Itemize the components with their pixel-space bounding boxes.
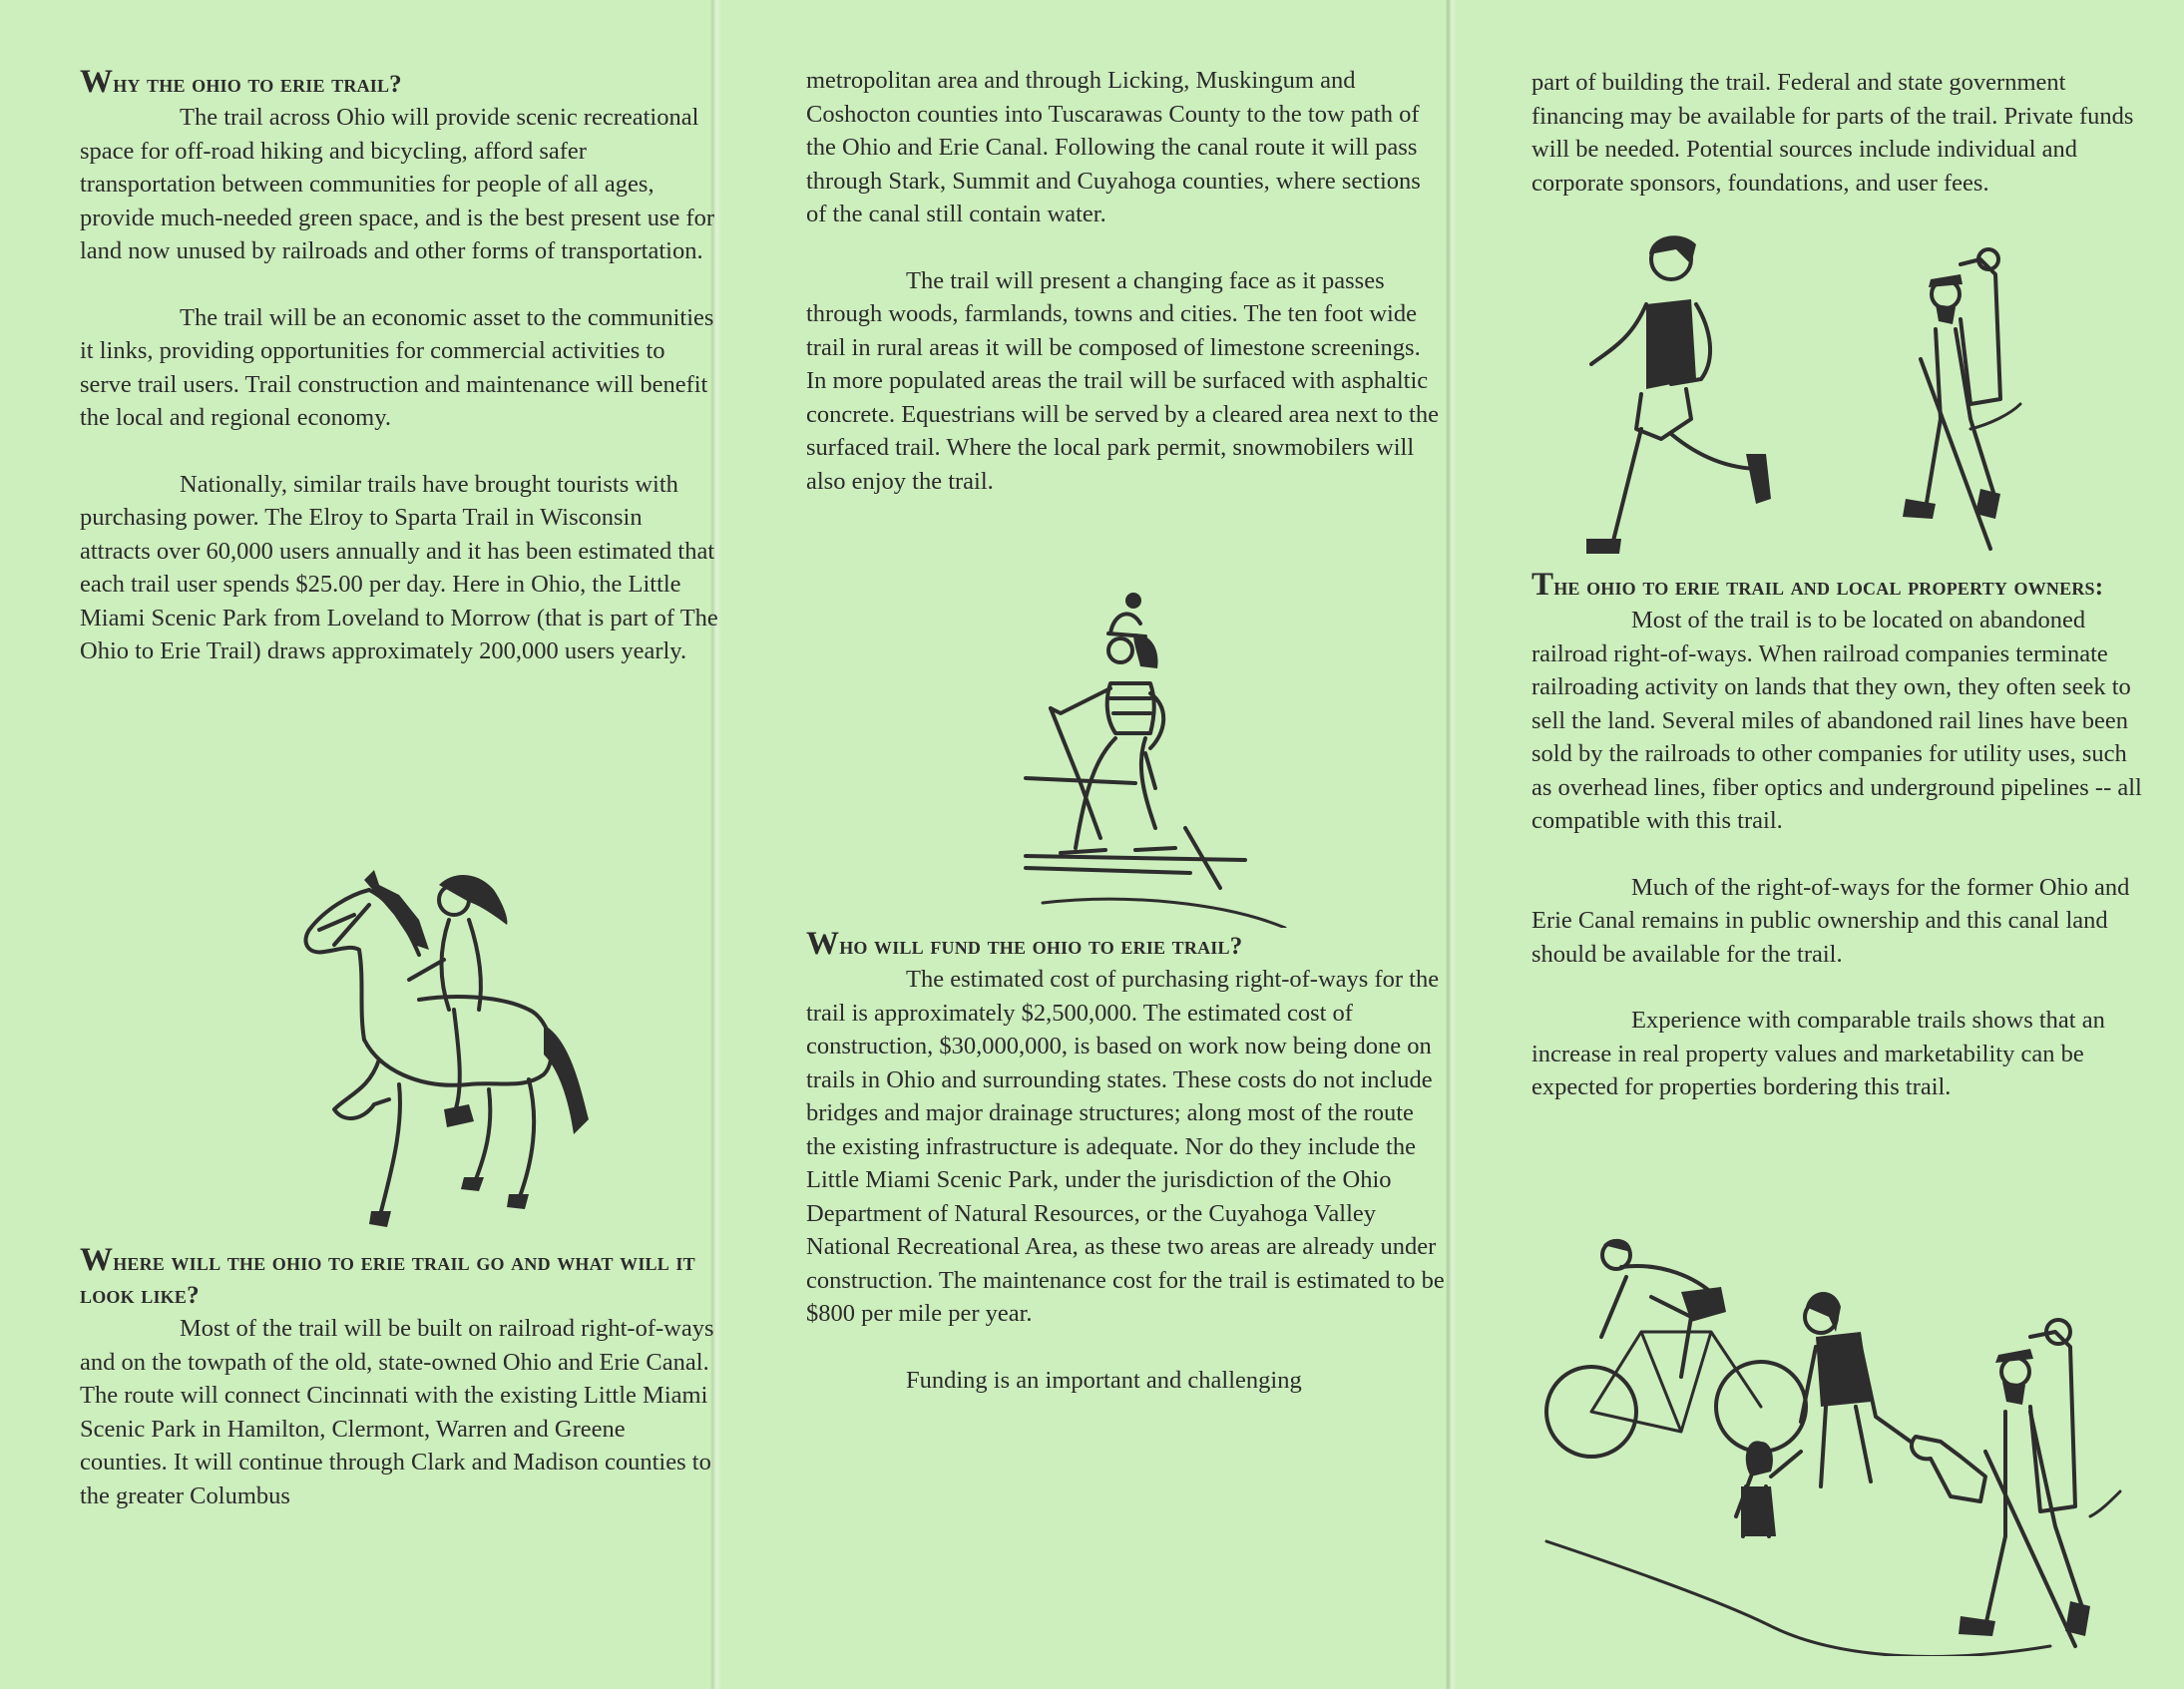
paragraph: Nationally, similar trails have brought tourists with purchasing power. The Elroy to Sparta Trail in Wisconsin attracts over 60,000 users annually and it has been estimated that each trail user spends $25.00 per day. Here in Ohio, the Little Miami Scenic Park from Loveland to Morrow (that is part of The Ohio to Erie Trail) draws approximately 200,000 users yearly. bbox=[80, 470, 718, 664]
section-where-continued bbox=[806, 64, 1445, 498]
panel-right bbox=[1531, 0, 2150, 1689]
section-fund bbox=[806, 928, 1445, 1397]
heading-fund: Who will fund the ohio to erie trail? bbox=[806, 926, 1243, 962]
paragraph: part of building the trail. Federal and state government financing may be available for parts of the trail. Private funds will be needed. Potential sources include individual and corporate sponsors, foundations, and user fees. bbox=[1531, 69, 2134, 197]
paragraph: The estimated cost of purchasing right-of-ways for the trail is approximately $2,500,000. The estimated cost of construction, $30,000,000, is based on work now being done on trails in Ohio and surrounding states. These costs do not include bridges and major drainage structures; along most of the route the existing infrastructure is adequate. Nor do they include the Little Miami Scenic Park, under the jurisdiction of the Ohio Department of Natural Resources, or the Cuyahoga Valley National Recreational Area, as these two areas are already under construction. The maintenance cost for the trail is estimated to be $800 per mile per year. bbox=[806, 966, 1445, 1327]
paragraph: Experience with comparable trails shows that an increase in real property values and marketability can be expected for properties bordering this trail. bbox=[1531, 1007, 2105, 1100]
panel-middle bbox=[806, 0, 1445, 1689]
paragraph: The trail will be an economic asset to the communities it links, providing opportunities for commercial activities to serve trail users. Trail construction and maintenance will benefit the local and regional economy. bbox=[80, 303, 714, 431]
cyclist-family-dog-hiker-illustration bbox=[1531, 1237, 2150, 1656]
runner-and-hiker-illustration bbox=[1561, 229, 2080, 559]
heading-owners: The ohio to erie trail and local property owners: bbox=[1531, 567, 2104, 603]
section-fund-continued bbox=[1531, 66, 2150, 200]
section-why bbox=[80, 66, 718, 668]
heading-where: Where will the ohio to erie trail go and what will it look like? bbox=[80, 1242, 695, 1309]
paragraph: metropolitan area and through Licking, Muskingum and Coshocton counties into Tuscarawas County to the tow path of the Ohio and Erie Canal. Following the canal route it will pass through Stark, Summit and Cuyahoga counties, where sections of the canal still contain water. bbox=[806, 67, 1421, 227]
paragraph: Most of the trail will be built on railroad right-of-ways and on the towpath of the old, state-owned Ohio and Erie Canal. The route will connect Cincinnati with the existing Little Miami Scenic Park in Hamilton, Clermont, Warren and Greene counties. It will continue through Clark and Madison counties to the greater Columbus bbox=[80, 1315, 714, 1509]
paragraph: Funding is an important and challenging bbox=[906, 1366, 1302, 1394]
panel-left bbox=[80, 0, 718, 1689]
paragraph: The trail will present a changing face as it passes through woods, farmlands, towns and cities. The ten foot wide trail in rural areas it will be composed of limestone screenings. In more populated areas the trail will be surfaced with asphaltic concrete. Equestrians will be served by a cleared area next to the surfaced trail. Where the local park permit, snowmobilers will also enjoy the trail. bbox=[806, 266, 1439, 495]
horseback-rider-illustration bbox=[279, 860, 619, 1239]
section-owners bbox=[1531, 569, 2150, 1104]
paragraph: Much of the right-of-ways for the former Ohio and Erie Canal remains in public ownership and this canal land should be available for the trail. bbox=[1531, 873, 2130, 968]
paragraph: Most of the trail is to be located on abandoned railroad right-of-ways. When railroad companies terminate railroading activity on lands that they own, they often seek to sell the land. Several miles of abandoned rail lines have been sold by the railroads to other companies for utility uses, such as overhead lines, fiber optics and underground pipelines -- all compatible with this trail. bbox=[1531, 607, 2142, 834]
paragraph: The trail across Ohio will provide scenic recreational space for off-road hiking and bicycling, afford safer transportation between communities for people of all ages, provide much-needed green space, and is the best present use for land now unused by railroads and other forms of transportation. bbox=[80, 104, 715, 264]
section-where bbox=[80, 1244, 718, 1512]
heading-why: Why the ohio to erie trail? bbox=[80, 64, 402, 100]
cross-country-skier-illustration bbox=[1006, 589, 1325, 928]
